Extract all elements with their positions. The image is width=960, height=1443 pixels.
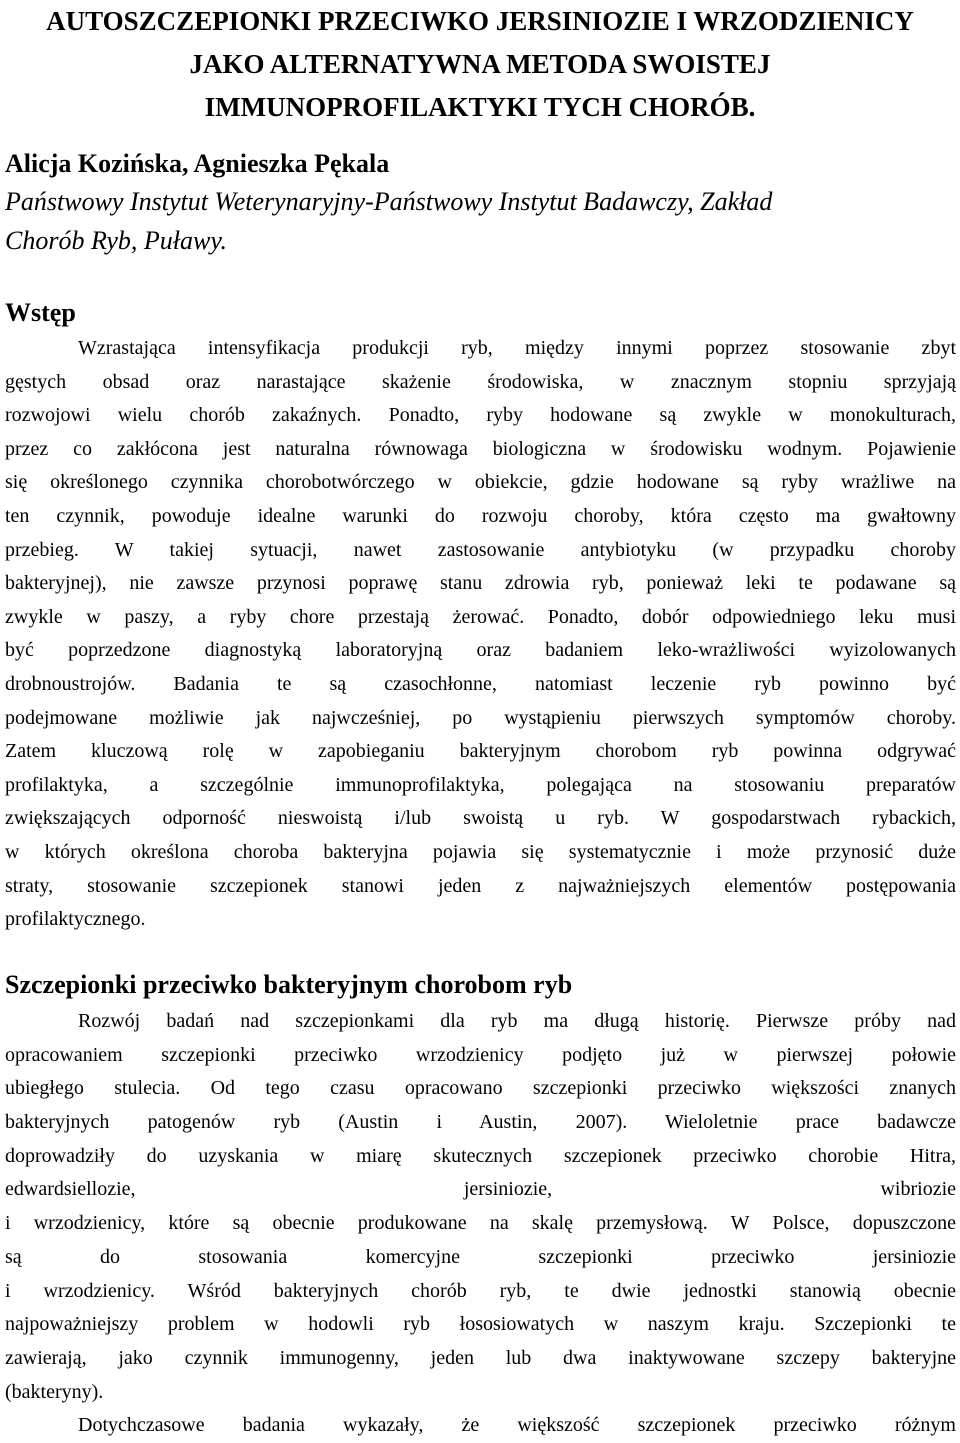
text-line: bakteryjnej), nie zawsze przynosi poprawę stanu zdrowia ryb, ponieważ leki te podawane są bbox=[5, 572, 956, 595]
text-line: się określonego czynnika chorobotwórczego w obiekcie, gdzie hodowane są ryby wrażliwe na bbox=[5, 471, 956, 494]
text-line: bakteryjnych patogenów ryb (Austin i Austin, 2007). Wieloletnie prace badawcze bbox=[5, 1111, 956, 1134]
text-line: straty, stosowanie szczepionek stanowi jeden z najważniejszych elementów postępowania bbox=[5, 874, 956, 897]
text-line: ubiegłego stulecia. Od tego czasu opracowano szczepionki przeciwko większości znanych bbox=[5, 1077, 956, 1100]
text-line: być poprzedzone diagnostyką laboratoryjną oraz badaniem leko-wrażliwości wyizolowanych bbox=[5, 639, 956, 662]
document-title bbox=[0, 0, 960, 129]
text-line: rozwojowi wielu chorób zakaźnych. Ponadto, ryby hodowane są zwykle w monokulturach, bbox=[5, 404, 956, 427]
text-line: zawierają, jako czynnik immunogenny, jeden lub dwa inaktywowane szczepy bakteryjne bbox=[5, 1346, 956, 1369]
title-line: AUTOSZCZEPIONKI PRZECIWKO JERSINIOZIE I WRZODZIENICY bbox=[46, 6, 914, 36]
text-line: przez co zakłócona jest naturalna równowaga biologiczna w środowisku wodnym. Pojawienie bbox=[5, 437, 956, 460]
text-line: Zatem kluczową rolę w zapobieganiu bakteryjnym chorobom ryb powinna odgrywać bbox=[5, 740, 956, 763]
text-line: podejmowane możliwie jak najwcześniej, po wystąpieniu pierwszych symptomów choroby. bbox=[5, 706, 956, 729]
text-line: są do stosowania komercyjne szczepionki przeciwko jersiniozie bbox=[5, 1245, 956, 1268]
institution bbox=[5, 182, 960, 260]
text-line: drobnoustrojów. Badania te są czasochłonne, natomiast leczenie ryb powinno być bbox=[5, 672, 956, 695]
text-line: zwykle w paszy, a ryby chore przestają żerować. Ponadto, dobór odpowiedniego leku musi bbox=[5, 605, 956, 628]
section-body-wstep bbox=[5, 332, 956, 937]
institution-line: Państwowy Instytut Weterynaryjny-Państwowy Instytut Badawczy, Zakład bbox=[5, 187, 773, 216]
section-heading-wstep: Wstęp bbox=[5, 298, 76, 327]
text-line: Dotychczasowe badania wykazały, że większość szczepionek przeciwko różnym bbox=[78, 1414, 956, 1437]
text-line: zwiększających odporność nieswoistą i/lub swoistą u ryb. W gospodarstwach rybackich, bbox=[5, 807, 956, 830]
text-line: opracowaniem szczepionki przeciwko wrzodzienicy podjęto już w pierwszej połowie bbox=[5, 1043, 956, 1066]
text-line: ten czynnik, powoduje idealne warunki do rozwoju choroby, która często ma gwałtowny bbox=[5, 504, 956, 527]
text-line: profilaktyka, a szczególnie immunoprofilaktyka, polegająca na stosowaniu preparatów bbox=[5, 773, 956, 796]
text-line: w których określona choroba bakteryjna pojawia się systematycznie i może przynosić duże bbox=[5, 840, 956, 863]
text-line: profilaktycznego. bbox=[5, 908, 146, 931]
section-heading-szczepionki: Szczepionki przeciwko bakteryjnym chorobom ryb bbox=[5, 970, 573, 999]
text-line: Wzrastająca intensyfikacja produkcji ryb, między innymi poprzez stosowanie zbyt bbox=[78, 337, 956, 359]
text-line: Rozwój badań nad szczepionkami dla ryb ma długą historię. Pierwsze próby nad bbox=[78, 1010, 956, 1032]
text-line: najpoważniejszy problem w hodowli ryb łososiowatych w naszym kraju. Szczepionki te bbox=[5, 1313, 956, 1336]
section-body-szczepionki bbox=[5, 1005, 956, 1443]
title-line: IMMUNOPROFILAKTYKI TYCH CHORÓB. bbox=[204, 92, 756, 122]
text-line: i wrzodzienicy. Wśród bakteryjnych chorób ryb, te dwie jednostki stanowią obecnie bbox=[5, 1279, 956, 1302]
text-line: edwardsiellozie, jersiniozie, wibriozie bbox=[5, 1178, 956, 1201]
institution-line: Chorób Ryb, Puławy. bbox=[5, 226, 227, 255]
text-line: doprowadziły do uzyskania w miarę skutecznych szczepionek przeciwko chorobie Hitra, bbox=[5, 1144, 956, 1167]
title-line: JAKO ALTERNATYWNA METODA SWOISTEJ bbox=[189, 49, 771, 79]
text-line: i wrzodzienicy, które są obecnie produkowane na skalę przemysłową. W Polsce, dopuszczone bbox=[5, 1212, 956, 1235]
text-line: (bakteryny). bbox=[5, 1380, 104, 1403]
authors: Alicja Kozińska, Agnieszka Pękala bbox=[5, 149, 390, 178]
text-line: przebieg. W takiej sytuacji, nawet zastosowanie antybiotyku (w przypadku choroby bbox=[5, 538, 956, 561]
text-line: gęstych obsad oraz narastające skażenie środowiska, w znacznym stopniu sprzyjają bbox=[5, 370, 956, 393]
